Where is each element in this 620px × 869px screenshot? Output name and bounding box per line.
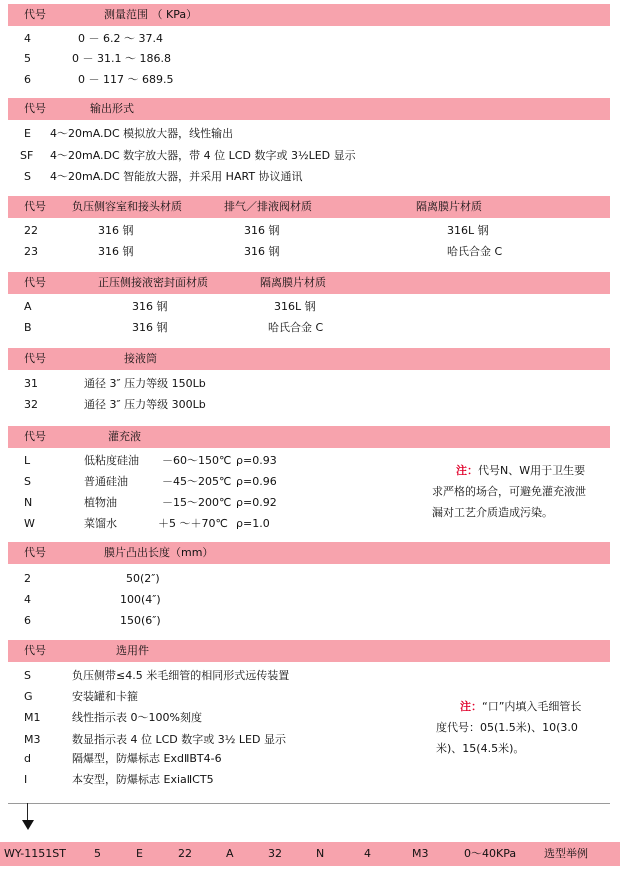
col-diaphragm: 隔离膜片材质 <box>260 276 326 289</box>
code: 4 <box>24 593 31 606</box>
col-flange: 接液筒 <box>124 352 157 365</box>
code: L <box>24 454 31 467</box>
example-code: M3 <box>412 847 429 860</box>
code: 31 <box>24 377 38 390</box>
value: 4～20mA.DC 智能放大器，并采用 HART 协议通讯 <box>50 170 303 183</box>
arrow-down-icon <box>22 820 34 830</box>
col-vent-valve: 排气／排液阀材质 <box>224 200 312 213</box>
code: I <box>24 773 28 786</box>
value: 0 － 117 ～ 689.5 <box>78 73 174 86</box>
code: 5 <box>24 52 31 65</box>
col-code: 代号 <box>24 430 46 443</box>
value: 316 钢 <box>98 224 134 237</box>
value: 本安型，防爆标志 ExiaⅡCT5 <box>72 773 214 786</box>
example-code: N <box>316 847 325 860</box>
value: 0 － 6.2 ～ 37.4 <box>78 32 163 45</box>
col-pos-seal: 正压侧接液密封面材质 <box>98 276 208 289</box>
value: 316 钢 <box>132 321 168 334</box>
value: 4～20mA.DC 数字放大器，带 4 位 LCD 数字或 3½LED 显示 <box>50 149 356 162</box>
col-fill-fluid: 灌充液 <box>108 430 141 443</box>
code: W <box>24 517 35 530</box>
col-diaphragm: 隔离膜片材质 <box>416 200 482 213</box>
col-neg-chamber: 负压侧容室和接头材质 <box>72 200 182 213</box>
value: －15～200℃ <box>162 496 232 509</box>
arrow-shaft <box>27 803 28 821</box>
value: 哈氏合金 C <box>268 321 324 334</box>
value: 隔爆型，防爆标志 ExdⅡBT4-6 <box>72 752 222 765</box>
code: N <box>24 496 33 509</box>
example-code: 5 <box>94 847 101 860</box>
value: 线性指示表 0～100%刻度 <box>72 711 202 724</box>
col-code: 代号 <box>24 546 46 559</box>
col-length: 膜片凸出长度（mm） <box>104 546 214 559</box>
value: 316L 钢 <box>274 300 316 313</box>
code: d <box>24 752 31 765</box>
value: 低粘度硅油 <box>84 454 139 467</box>
value: 50(2″) <box>126 572 160 585</box>
value: 4～20mA.DC 模拟放大器，线性输出 <box>50 127 234 140</box>
value: 0 － 31.1 ～ 186.8 <box>72 52 171 65</box>
example-label: 选型举例 <box>544 847 588 860</box>
example-range: 0～40KPa <box>464 847 517 860</box>
code: M3 <box>24 733 41 746</box>
value: 哈氏合金 C <box>447 245 503 258</box>
code: A <box>24 300 32 313</box>
col-code: 代号 <box>24 8 46 21</box>
options-note: 注：“口”内填入毛细管长 度代号：05(1.5米)、10(3.0 米)、15(4.5米)。 <box>436 700 582 755</box>
example-code: E <box>136 847 143 860</box>
value: 100(4″) <box>120 593 161 606</box>
value: 通径 3″ 压力等级 150Lb <box>84 377 206 390</box>
col-code: 代号 <box>24 200 46 213</box>
col-code: 代号 <box>24 276 46 289</box>
col-code: 代号 <box>24 644 46 657</box>
code: G <box>24 690 33 703</box>
value: 数显指示表 4 位 LCD 数字或 3½ LED 显示 <box>72 733 286 746</box>
note-label: 注： <box>456 464 478 477</box>
example-code: 32 <box>268 847 282 860</box>
code: 6 <box>24 614 31 627</box>
header-measure-range <box>8 4 610 26</box>
value: 负压侧带≤4.5 米毛细管的相同形式远传装置 <box>72 669 290 682</box>
fill-fluid-note: 注：代号N、W用于卫生要 求严格的场合，可避免灌充液泄 漏对工艺介质造成污染。 <box>432 464 586 519</box>
model: WY-1151ST <box>4 847 66 860</box>
col-output: 输出形式 <box>90 102 134 115</box>
value: 菜馏水 <box>84 517 117 530</box>
value: －45～205℃ <box>162 475 232 488</box>
value: －60～150℃ <box>162 454 232 467</box>
code: B <box>24 321 32 334</box>
code: 6 <box>24 73 31 86</box>
code: S <box>24 170 31 183</box>
note-label: 注： <box>460 700 482 713</box>
header-options <box>8 640 610 662</box>
code: S <box>24 475 31 488</box>
value: 150(6″) <box>120 614 161 627</box>
value: 316 钢 <box>244 224 280 237</box>
col-code: 代号 <box>24 102 46 115</box>
value: 植物油 <box>84 496 117 509</box>
value: 316 钢 <box>244 245 280 258</box>
col-options: 选用件 <box>116 644 149 657</box>
selection-example-bar <box>0 842 620 866</box>
header-flange <box>8 348 610 370</box>
example-code: 4 <box>364 847 371 860</box>
col-code: 代号 <box>24 352 46 365</box>
code: M1 <box>24 711 41 724</box>
code: S <box>24 669 31 682</box>
value: 安装罐和卡箍 <box>72 690 138 703</box>
value: ρ=1.0 <box>236 517 270 530</box>
code: 23 <box>24 245 38 258</box>
value: 316 钢 <box>132 300 168 313</box>
code: 2 <box>24 572 31 585</box>
code: 32 <box>24 398 38 411</box>
code: SF <box>20 149 34 162</box>
divider <box>8 803 610 804</box>
value: 普通硅油 <box>84 475 128 488</box>
header-fill-fluid <box>8 426 610 448</box>
code: E <box>24 127 31 140</box>
code: 4 <box>24 32 31 45</box>
value: ρ=0.93 <box>236 454 277 467</box>
value: 通径 3″ 压力等级 300Lb <box>84 398 206 411</box>
value: ＋5 ～＋70℃ <box>158 517 228 530</box>
col-range: 测量范围 （ KPa） <box>104 8 198 21</box>
value: 316 钢 <box>98 245 134 258</box>
value: ρ=0.96 <box>236 475 277 488</box>
code: 22 <box>24 224 38 237</box>
example-code: 22 <box>178 847 192 860</box>
value: 316L 钢 <box>447 224 489 237</box>
example-code: A <box>226 847 234 860</box>
value: ρ=0.92 <box>236 496 277 509</box>
header-diaphragm-length <box>8 542 610 564</box>
